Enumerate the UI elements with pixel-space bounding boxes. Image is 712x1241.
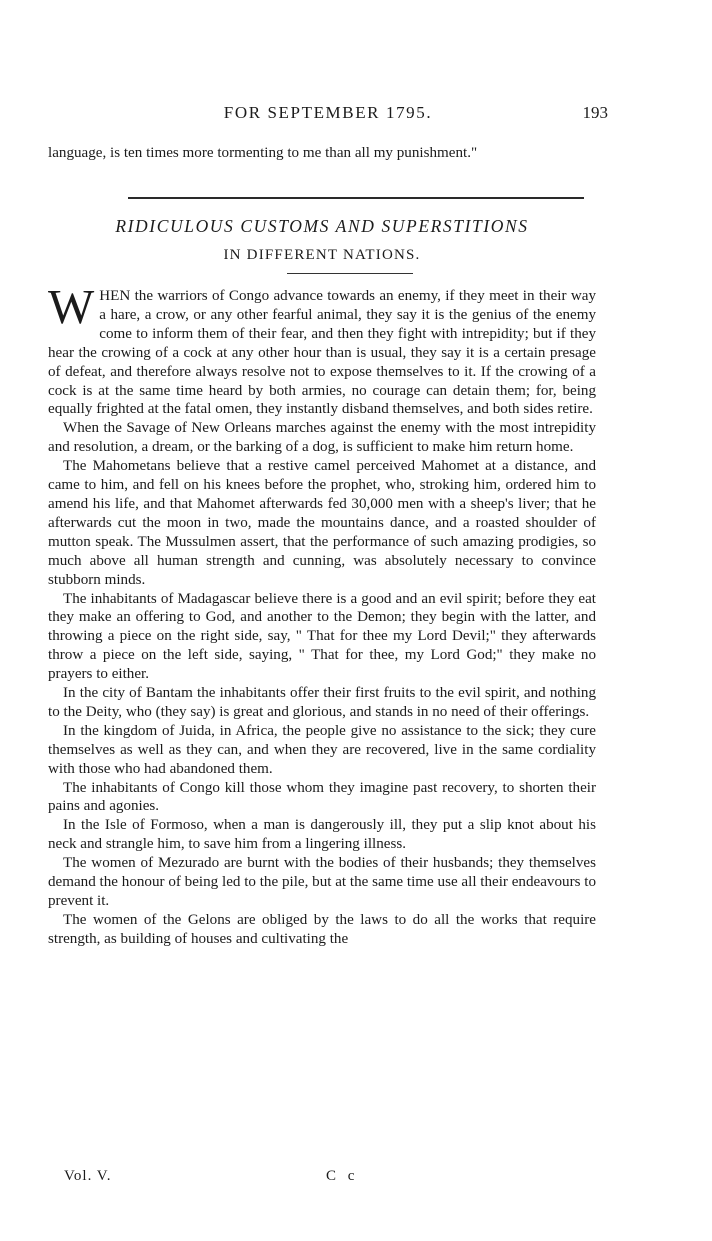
page-number: 193 [582, 103, 608, 122]
running-title: FOR SEPTEMBER 1795. [223, 103, 433, 122]
carryover-text [48, 144, 596, 163]
paragraph-6: In the kingdom of Juida, in Africa, the people give no assistance to the sick; they cure themselves as well as they can, and when they are recovered, live in the same cordiality with those who had abandoned them. [48, 722, 596, 777]
paragraph-7: The inhabitants of Congo kill those whom they imagine past recovery, to shorten their pains and agonies. [48, 779, 596, 815]
section-divider [128, 197, 584, 199]
carryover-paragraph: language, is ten times more tormenting to me than all my punishment." [48, 145, 478, 161]
volume-label: Vol. V. [64, 1168, 112, 1184]
title-rule [287, 273, 413, 274]
paragraph-9: The women of Mezurado are burnt with the bodies of their husbands; they themselves demand the honour of being led to the pile, but at the same time use all their endeavours to prevent it. [48, 855, 596, 909]
paragraph-8: In the Isle of Formoso, when a man is dangerously ill, they put a slip knot about his neck and strangle him, to save him from a lingering illness. [48, 817, 596, 853]
drop-cap: W [48, 279, 95, 334]
paragraph-2: When the Savage of New Orleans marches against the enemy with the most intrepidity and resolution, a dream, or the barking of a dog, is sufficient to make him return home. [48, 420, 596, 456]
running-head [48, 103, 608, 129]
paragraph-text: HEN the warriors of Congo advance towards an enemy, if they meet in their way a hare, a crow, or any other fearful animal, they say it is the genius of the enemy come to inform them of their fear, and then they fight with intrepidity; but if they hear the crowing of a cock at any other hour than is usual, they say it is a certain presage of defeat, and therefore always resolve not to expose themselves to it. If the crowing of a cock is at the same time heard by both armies, no courage can detain them; for, being equally frighted at the fatal omen, they instantly disband themselves, and both sides retire. [48, 288, 596, 418]
article-body [48, 279, 596, 949]
paragraph-10: The women of the Gelons are obliged by the laws to do all the works that require strength, as building of houses and cultivating the [48, 911, 596, 947]
page-footer [64, 1168, 444, 1190]
paragraph-3: The Mahometans believe that a restive camel perceived Mahomet at a distance, and came to him, and fell on his knees before the prophet, who, stroking him, ordered him to amend his life, and that Mahomet afterwards fed 30,000 men with a sheep's liver; that he afterwards cut the moon in two, made the mountains dance, and a roasted shoulder of mutton speak. The Mussulmen assert, that the performance of such amazing prodigies, so much above all human strength and cunning, was absolutely necessary to convince stubborn minds. [48, 458, 596, 588]
article-subtitle: IN DIFFERENT NATIONS. [223, 247, 421, 263]
paragraph-1 [48, 279, 596, 419]
paragraph-4: The inhabitants of Madagascar believe there is a good and an evil spirit; before they eat they make an offering to God, and another to the Demon; they begin with the latter, and throwing a piece on the right side, say, " That for thee my Lord Devil;" they afterwards throw a piece on the left side, saying, " That for thee, my Lord God;" they make no prayers to either. [48, 590, 596, 683]
signature-mark: C c [326, 1168, 359, 1184]
paragraph-5: In the city of Bantam the inhabitants offer their first fruits to the evil spirit, and nothing to the Deity, who (they say) is great and glorious, and stands in no need of their offerings. [48, 685, 596, 720]
article-title: RIDICULOUS CUSTOMS AND SUPERSTITIONS [115, 216, 529, 236]
